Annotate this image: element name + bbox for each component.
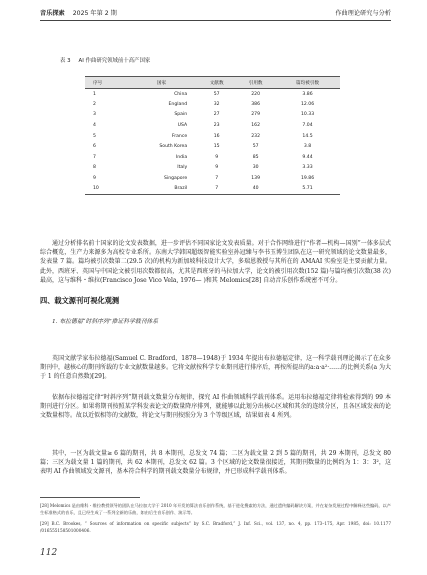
table-caption-text: AI 作曲研究领域前十高产国家	[78, 58, 151, 64]
column-header: 国家	[126, 77, 197, 89]
table-caption-number: 表 3	[60, 58, 71, 64]
table-cell: 10.33	[300, 112, 315, 118]
table-row	[85, 163, 340, 174]
table-cell: England	[168, 101, 188, 107]
table-caption	[60, 56, 158, 64]
paragraph-bradford-law: 英国文献学家布拉德福(Samuel C. Bradford，1878—1948)于 1934 年提出布拉德福定律，这一科学载刊理论揭示了在众多期刊中，越核心的期刊所载的专业文献数量越多。它将文献按科学专业期刊进行排序后，再按所提出的a:a·a²·……的比例关系(a 为大于 1 的任意自然数)[29]。	[40, 355, 391, 381]
table-cell: 139	[251, 176, 260, 182]
table-cell: 19.86	[300, 176, 315, 182]
footnote-28: [28] Melomics 是由维科・维拉教授领导的团队在马拉加大学于 2010 年开发的算法音乐创作系统，基于进化搜索的方法，通过遗传编码解决方案，并在复杂发展过程中解释这些编码，以产生标准格式的音乐，且已经生成了一系列全新的乐曲，如由后生音乐创作、演示等。	[40, 503, 391, 515]
table-cell: 1	[93, 91, 96, 97]
table-cell: 3.86	[302, 91, 313, 97]
table-cell: 232	[251, 133, 260, 139]
table-row	[85, 99, 340, 110]
table-cell: 9.44	[302, 154, 313, 160]
paragraph-journal-zoning: 依据布拉德福定律“时斜序列”期刊载文数量分布规律，探究 AI 作曲领域科学载刊体系。运用布拉德福定律将检索得到的 99 本期刊进行分区。如果将期刊按照某学科发表论文的数量降序排列，就能够以此划分出核心区域和其余的连续分区，且各区域发表的论文数量相等。故以近似相等的文献数，将论文与期刊按照分为 3 个等级区域，结果如表 4 所列。	[40, 394, 391, 420]
table-cell: 5.71	[275, 184, 340, 195]
table-cell: France	[171, 133, 188, 139]
table-cell: 14.5	[302, 133, 313, 139]
table-row	[85, 131, 340, 142]
table-row	[85, 89, 340, 100]
table-row	[85, 110, 340, 121]
column-header: 序号	[85, 77, 126, 89]
subsection-heading: 1. 布拉德福“时斜序列”推证科学载刊体系	[52, 319, 159, 325]
table-cell: 57	[213, 91, 220, 97]
table-cell: Spain	[174, 112, 188, 118]
table-row	[85, 141, 340, 152]
table-cell: 162	[251, 123, 260, 129]
table-cell: China	[174, 91, 188, 97]
table-header-row	[85, 77, 340, 89]
table-cell: 12.06	[300, 101, 315, 107]
table-cell: USA	[177, 123, 188, 129]
country-table	[85, 76, 340, 195]
table-cell: 3.8	[303, 144, 312, 150]
page-number: 112	[40, 548, 58, 558]
table-cell: South Korea	[159, 144, 188, 150]
header-rule	[40, 20, 391, 21]
table-cell: 5	[93, 133, 96, 139]
table-cell: 4	[93, 123, 96, 129]
table-cell: 7.04	[302, 123, 313, 129]
table-cell: 27	[213, 112, 220, 118]
table-cell: 7	[215, 176, 219, 182]
column-header: 文献数	[197, 77, 236, 89]
table-cell: 10	[85, 184, 126, 195]
table-row	[85, 184, 340, 195]
journal-name: 音乐探索	[40, 10, 65, 17]
table-cell: 16	[213, 133, 220, 139]
table-cell: 9	[93, 176, 96, 182]
table-cell: 3	[93, 112, 96, 118]
table-cell: 9	[215, 154, 219, 160]
table-cell: 386	[251, 101, 260, 107]
table-cell: 279	[251, 112, 260, 118]
table-cell: 32	[213, 101, 220, 107]
table-cell: 7	[197, 184, 236, 195]
table-cell: 220	[251, 91, 260, 97]
table-body	[85, 89, 340, 195]
table-row	[85, 173, 340, 184]
table-cell: 23	[213, 123, 220, 129]
table-row	[85, 152, 340, 163]
paragraph-zone-results: 其中，一区为载文量≥ 6 篇的期刊，共 8 本期刊，总发文 74 篇；二区为载文量 2 到 5 篇的期刊，共 29 本期刊，总发文 80 篇；三区为载文量 1 篇的期刊，共 62 本期刊，总发文 62 篇。3 个区域的论文数量很接近，其期刊数量的比例约为 1：3：3²，这表明 AI 作曲领域发文源刊，基本符合科学的期刊载文数量分布规律，并已形成科学载刊体系。	[40, 450, 391, 476]
table-cell: 30	[252, 165, 259, 171]
footnote-29: [29] B.C. Brookes, “ Sources of information on specific subjects” by S.C. Bradford,” J. Inf. Sci., vol. 137, no. 4, pp. 173–175, Apr. 1985, doi: 10.1177 /016555158501000406.	[40, 521, 391, 533]
table-cell: 57	[252, 144, 259, 150]
journal-issue: 2025 年第 2 期	[72, 10, 117, 17]
table-cell: 40	[236, 184, 275, 195]
table-cell: 6	[93, 144, 96, 150]
table-cell: 3.33	[302, 165, 313, 171]
table-cell: Singapore	[164, 176, 188, 182]
column-header: 引用数	[236, 77, 275, 89]
table-cell: 9	[215, 165, 219, 171]
footnote-rule	[40, 497, 140, 498]
paragraph-country-analysis: 通过分析排名前十国家的论文发表数据，进一步评估不同国家论文发表质量。对于合作网络进行“作者—机构—国别”一体多层式综合概览，生产力来源多为高校专业系所。东南大学韩国超级智能实验室孙冠臻与李书玉博生团队在这一研究领域的论文数量最多，发表量 7 篇。篇均被引次数第二(29.5 次)的机构为新加坡科技设计大学，多瑞恩教授与其所在的 AMAAI 实验室是主要贡献力量。此外，西班牙、英国与中国论文被引用次数都很高，尤其是西班牙的马拉加大学，论文的被引用次数(152 篇)与篇均被引次数(38 次)最高，这与维科・维拉(Francisco Jose Vico Vela, 1976— )和其 Melomics[28] 自动音乐创作系统密不可分。	[40, 240, 391, 284]
table-row	[85, 120, 340, 131]
section-heading: 四、载文源刊可视化观测	[40, 296, 120, 305]
table-cell: 2	[93, 101, 96, 107]
table-cell: 85	[252, 154, 259, 160]
running-header	[40, 8, 391, 20]
table-cell: 8	[93, 165, 96, 171]
table-cell: Brazil	[126, 184, 197, 195]
table-cell: 7	[93, 154, 96, 160]
column-header: 篇均被引数	[275, 77, 340, 89]
table-cell: India	[175, 154, 188, 160]
table-cell: Italy	[177, 165, 188, 171]
journal-section: 作曲理论研究与分析	[335, 10, 391, 17]
table-cell: 15	[213, 144, 220, 150]
